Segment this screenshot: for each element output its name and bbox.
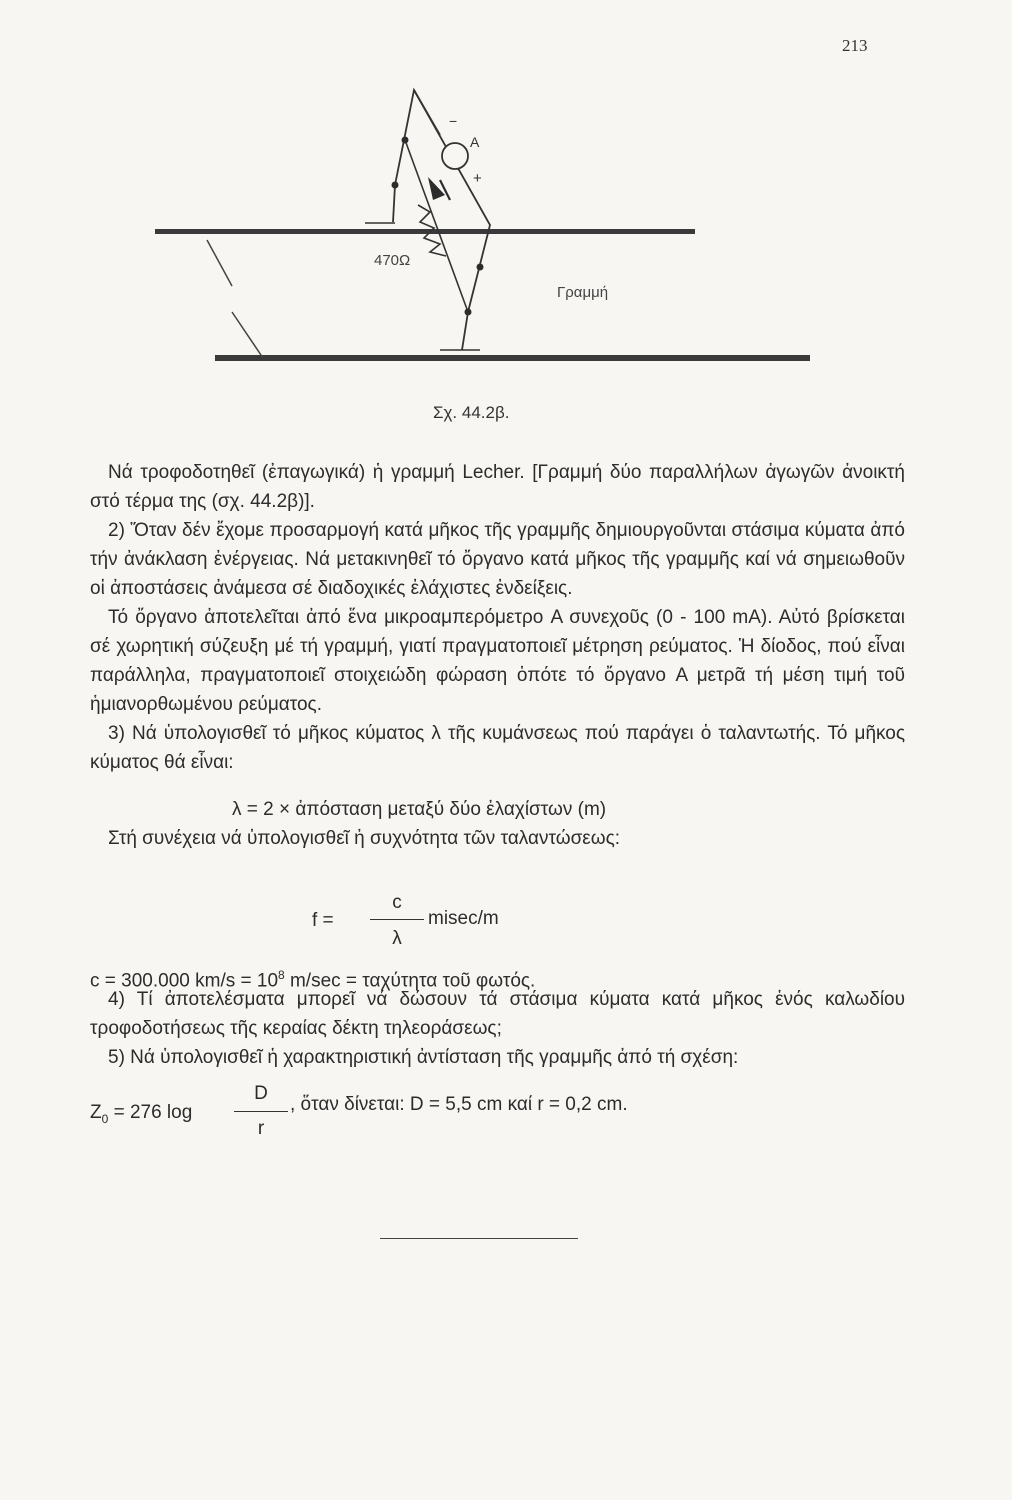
probe-bottom-stem — [462, 312, 468, 350]
lecher-line-figure — [0, 0, 1012, 400]
paragraph-intro: Νά τροφοδοτηθεῖ (ἐπαγωγικά) ἡ γραμμή Lecher. [Γραμμή δύο παραλλήλων ἀγωγῶν ἀνοικτή στό τέρμα της (σχ. 44.2β)]. — [90, 462, 905, 512]
freq-fraction-bar — [370, 919, 424, 920]
diode-icon — [428, 177, 445, 200]
paragraph-then: Στή συνέχεια νά ὑπολογισθεῖ ἡ συχνότητα τῶν ταλαντώσεως: — [108, 828, 621, 849]
minus-sign: − — [449, 113, 458, 129]
z-fraction-bar — [234, 1111, 288, 1112]
c-def-exponent: 8 — [278, 968, 285, 982]
plus-sign: + — [473, 170, 482, 187]
probe-frame-right — [414, 90, 440, 135]
c-def-prefix: c = 300.000 km/s = 10 — [90, 970, 279, 992]
diode-bar — [440, 180, 450, 200]
paragraph-step-2: 2) Ὅταν δέν ἔχομε προσαρμογή κατά μῆκος τῆς γραμμῆς δημιουργοῦνται στάσιμα κύματα ἀπό τήν ἀνάκλαση ἐνέργειας. Νά μετακινηθεῖ τό ὄργανο κατά μῆκος τῆς γραμμῆς καί νά σημειωθοῦν οἱ ἀποστάσεις ἀνάμεσα σέ διαδοχικές ἐλάχιστες ἐνδείξεις. — [90, 520, 905, 599]
impedance-lhs — [90, 1102, 192, 1126]
freq-numerator: c — [392, 892, 402, 913]
junction-dot — [392, 182, 399, 189]
meter-a-circle — [442, 143, 468, 169]
lower-conductor — [215, 355, 810, 361]
freq-lhs: f = — [312, 910, 334, 931]
meter-label: A — [470, 134, 480, 150]
paragraph-step-4: 4) Τί ἀποτελέσματα μπορεῖ νά δώσουν τά στάσιμα κύματα κατά μῆκος ἑνός καλωδίου τροφοδοτήσεως τῆς κεραίας δέκτη τηλεοράσεως; — [90, 989, 905, 1039]
support-line-lower — [232, 312, 263, 358]
page-number: 213 — [842, 36, 868, 55]
z-rest: = 276 log — [108, 1102, 193, 1123]
freq-denominator: λ — [392, 928, 402, 949]
c-def-suffix: m/sec = ταχύτητα τοῦ φωτός. — [284, 970, 536, 992]
probe-stem — [393, 185, 395, 222]
paragraph-step-3: 3) Νά ὑπολογισθεῖ τό μῆκος κύματος λ τῆς κυμάνσεως πού παράγει ὁ ταλαντωτής. Τό μῆκος κύματος θά εἶναι: — [90, 723, 905, 773]
junction-dot — [402, 137, 409, 144]
line-label: Γραμμή — [557, 284, 609, 301]
support-line-upper — [207, 240, 232, 286]
junction-dot — [477, 264, 484, 271]
z-condition: , ὅταν δίνεται: D = 5,5 cm καί r = 0,2 cm. — [290, 1094, 628, 1115]
junction-dot — [465, 309, 472, 316]
paragraph-step-5: 5) Νά ὑπολογισθεῖ ἡ χαρακτηριστική ἀντίσταση τῆς γραμμῆς ἀπό τή σχέση: — [108, 1047, 739, 1068]
lambda-formula: λ = 2 × ἀπόσταση μεταξύ δύο ἐλαχίστων (m) — [232, 799, 607, 820]
resistor-label: 470Ω — [374, 252, 411, 269]
probe-frame — [395, 90, 490, 312]
z-symbol: Z — [90, 1102, 102, 1123]
end-rule — [380, 1238, 578, 1239]
figure-caption: Σχ. 44.2β. — [433, 403, 510, 422]
z-numerator: D — [254, 1083, 268, 1104]
upper-conductor — [155, 229, 695, 234]
body-text-lower — [90, 985, 905, 1072]
body-text — [90, 458, 905, 777]
z-denominator: r — [257, 1118, 265, 1139]
z-subscript: 0 — [101, 1111, 109, 1126]
paragraph-instrument: Τό ὄργανο ἀποτελεῖται ἀπό ἕνα μικροαμπερόμετρο A συνεχοῦς (0 - 100 mA). Αὐτό βρίσκεται σέ χωρητική σύζευξη μέ τή γραμμή, γιατί πραγματοποιεῖ μέτρηση ρεύματος. Ἡ δίοδος, πού εἶναι παράλληλα, πραγματοποιεῖ στοιχειώδη φώραση ὁπότε τό ὄργανο A μετρᾶ τή μέση τιμή τοῦ ἡμιανορθωμένου ρεύματος. — [90, 607, 905, 715]
freq-unit: misec/m — [428, 908, 499, 929]
